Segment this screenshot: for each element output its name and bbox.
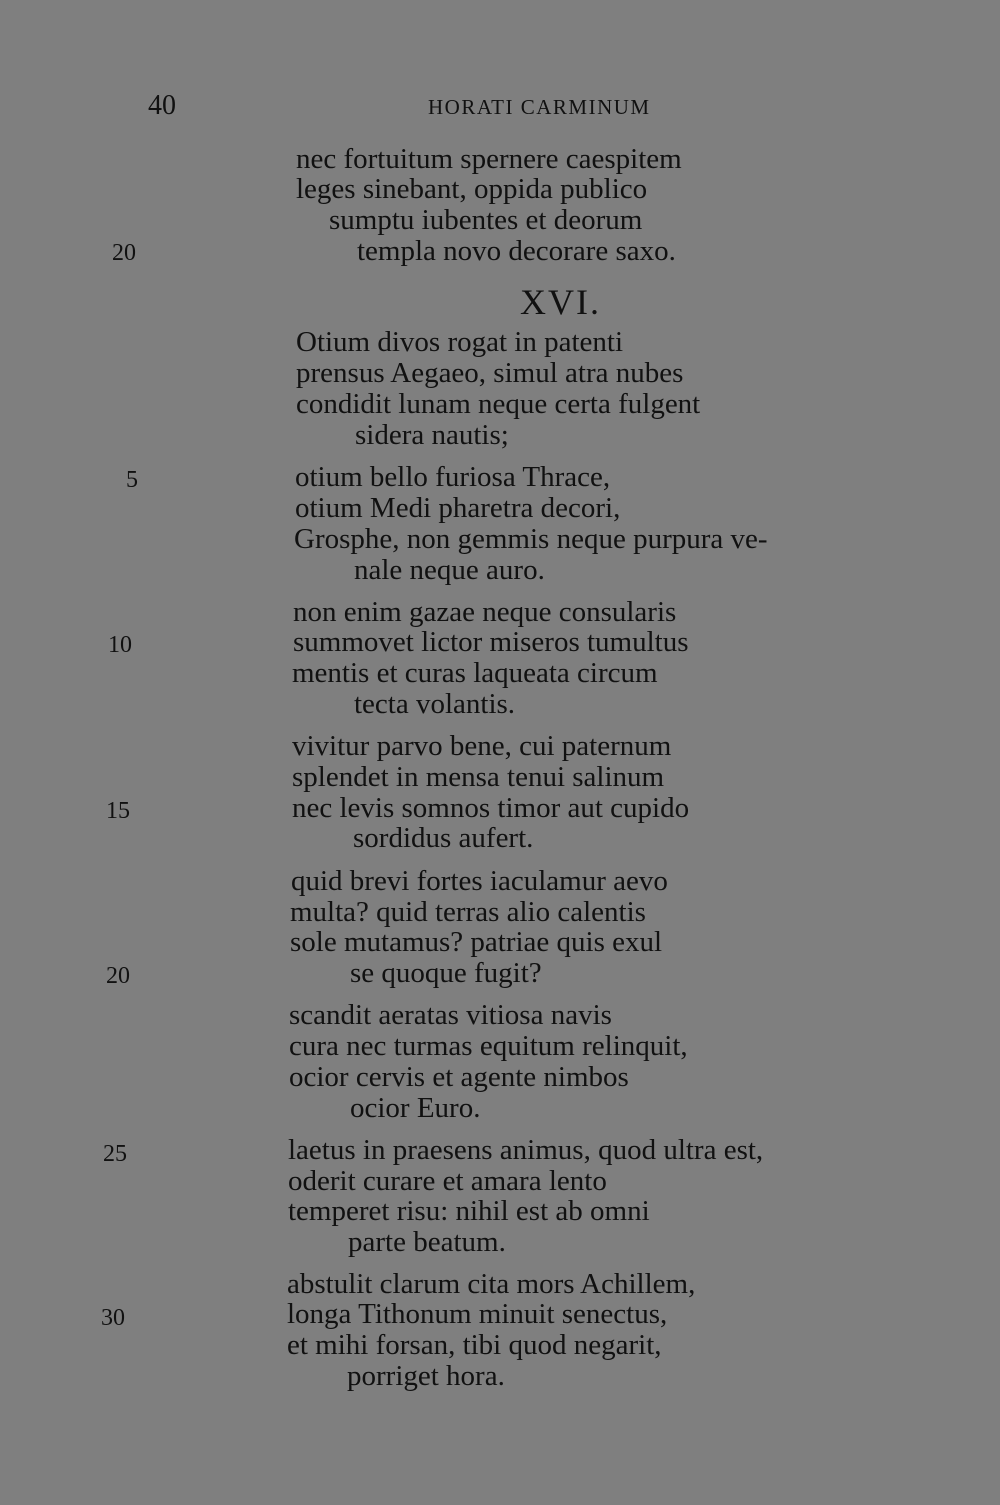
verse-line: vivitur parvo bene, cui paternum <box>292 730 672 762</box>
verse-line: sidera nautis; <box>355 419 509 451</box>
verse-line: Otium divos rogat in patenti <box>296 326 624 358</box>
line-number: 10 <box>108 632 132 658</box>
verse-line: otium bello furiosa Thrace, <box>295 461 611 493</box>
line-number: 5 <box>126 467 138 493</box>
verse-line: otium Medi pharetra decori, <box>295 492 621 524</box>
verse-line: condidit lunam neque certa fulgent <box>296 388 701 420</box>
verse-line: leges sinebant, oppida publico <box>296 173 648 205</box>
line-number: 20 <box>112 240 136 266</box>
verse-line: et mihi forsan, tibi quod negarit, <box>287 1329 662 1361</box>
verse-line: se quoque fugit? <box>350 957 542 989</box>
verse-line: non enim gazae neque consularis <box>293 596 677 628</box>
verse-line: sordidus aufert. <box>353 822 534 854</box>
verse-line: sumptu iubentes et deorum <box>329 204 643 236</box>
verse-line: oderit curare et amara lento <box>288 1165 607 1197</box>
verse-line: parte beatum. <box>348 1226 506 1258</box>
verse-line: Grosphe, non gemmis neque purpura ve- <box>294 523 768 555</box>
line-number: 30 <box>101 1305 125 1331</box>
verse-line: splendet in mensa tenui salinum <box>292 761 665 793</box>
verse-line: porriget hora. <box>347 1360 505 1392</box>
verse-line: temperet risu: nihil est ab omni <box>288 1195 650 1227</box>
line-number: 20 <box>106 963 130 989</box>
verse-line: nec levis somnos timor aut cupido <box>292 792 690 824</box>
line-number: 25 <box>103 1141 127 1167</box>
verse-line: summovet lictor miseros tumultus <box>293 626 689 658</box>
page-number: 40 <box>148 90 176 121</box>
running-head: HORATI CARMINUM <box>428 95 651 119</box>
verse-line: tecta volantis. <box>354 688 516 720</box>
verse-line: laetus in praesens animus, quod ultra est, <box>288 1134 764 1166</box>
verse-line: ocior Euro. <box>350 1092 481 1124</box>
verse-line: quid brevi fortes iaculamur aevo <box>291 865 668 897</box>
verse-line: multa? quid terras alio calentis <box>290 896 646 928</box>
verse-line: scandit aeratas vitiosa navis <box>289 999 612 1031</box>
verse-line: sole mutamus? patriae quis exul <box>290 926 663 958</box>
verse-line: cura nec turmas equitum relinquit, <box>289 1030 688 1062</box>
verse-line: ocior cervis et agente nimbos <box>289 1061 629 1093</box>
verse-line: nec fortuitum spernere caespitem <box>296 143 682 175</box>
verse-line: nale neque auro. <box>354 554 545 586</box>
ode-title: XVI. <box>520 282 601 322</box>
verse-line: templa novo decorare saxo. <box>357 235 676 267</box>
verse-line: mentis et curas laqueata circum <box>292 657 658 689</box>
verse-line: longa Tithonum minuit senectus, <box>287 1298 668 1330</box>
line-number: 15 <box>106 798 130 824</box>
verse-line: prensus Aegaeo, simul atra nubes <box>296 357 684 389</box>
verse-line: abstulit clarum cita mors Achillem, <box>287 1268 696 1300</box>
